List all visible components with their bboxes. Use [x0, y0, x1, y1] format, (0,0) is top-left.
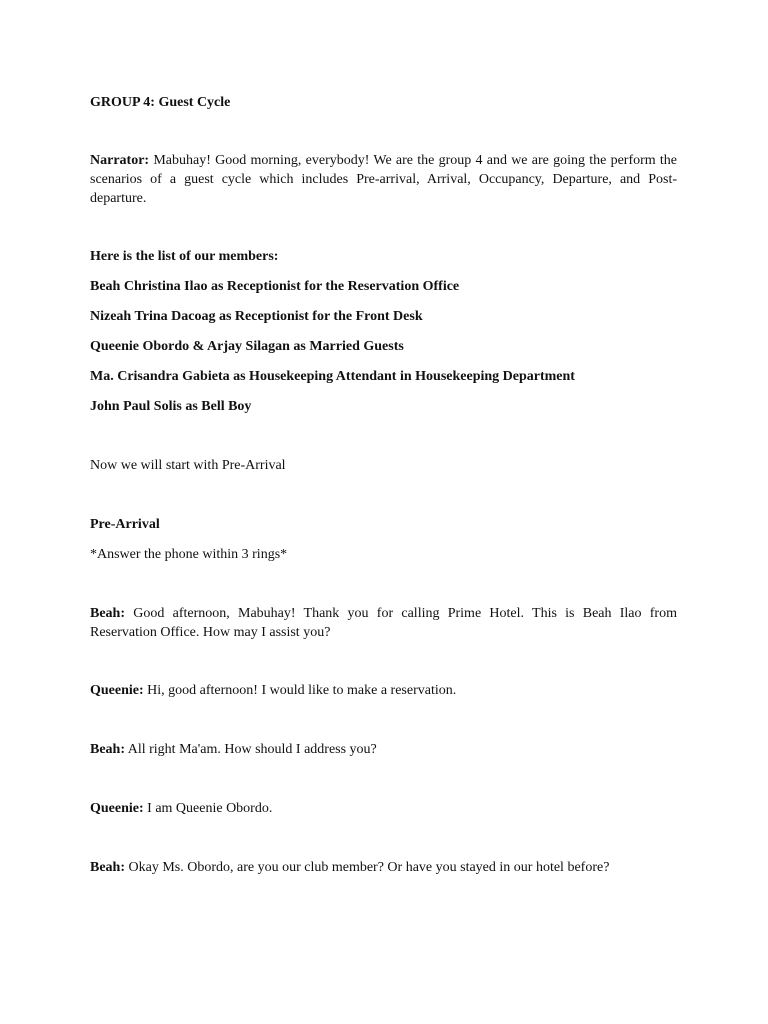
dialogue-text: All right Ma'am. How should I address you?: [127, 742, 377, 757]
dialogue-line: [90, 740, 677, 759]
member-item: Ma. Crisandra Gabieta as Housekeeping Attendant in Housekeeping Department: [90, 369, 575, 384]
section-heading: Pre-Arrival: [90, 517, 160, 532]
dialogue-speaker: Beah:: [90, 860, 125, 875]
narrator-paragraph: [90, 151, 677, 208]
dialogue-text: Hi, good afternoon! I would like to make a reservation.: [147, 683, 457, 698]
member-item: John Paul Solis as Bell Boy: [90, 399, 252, 414]
dialogue-speaker: Beah:: [90, 742, 125, 757]
dialogue-line: [90, 681, 677, 700]
dialogue-text: Good afternoon, Mabuhay! Thank you for calling Prime Hotel. This is Beah Ilao from Reservation Office. How may I assist you?: [90, 606, 677, 640]
dialogue-line: [90, 799, 677, 818]
member-item: Beah Christina Ilao as Receptionist for the Reservation Office: [90, 279, 460, 294]
narrator-text: Mabuhay! Good morning, everybody! We are the group 4 and we are going the perform the scenarios of a guest cycle which includes Pre-arrival, Arrival, Occupancy, Departure, and Post-departure.: [90, 153, 677, 206]
dialogue-speaker: Beah:: [90, 606, 125, 621]
dialogue-speaker: Queenie:: [90, 683, 144, 698]
document-page: [90, 93, 677, 877]
member-item: Nizeah Trina Dacoag as Receptionist for the Front Desk: [90, 309, 423, 324]
members-heading: Here is the list of our members:: [90, 249, 279, 264]
dialogue-text: I am Queenie Obordo.: [147, 801, 273, 816]
narrator-speaker: Narrator:: [90, 153, 150, 168]
member-item: Queenie Obordo & Arjay Silagan as Married Guests: [90, 339, 404, 354]
dialogue-speaker: Queenie:: [90, 801, 144, 816]
document-title: GROUP 4: Guest Cycle: [90, 95, 231, 110]
stage-direction: *Answer the phone within 3 rings*: [90, 547, 288, 562]
dialogue-line: [90, 858, 677, 877]
dialogue-text: Okay Ms. Obordo, are you our club member? Or have you stayed in our hotel before?: [128, 860, 610, 875]
dialogue-line: [90, 604, 677, 642]
start-line: Now we will start with Pre-Arrival: [90, 458, 286, 473]
